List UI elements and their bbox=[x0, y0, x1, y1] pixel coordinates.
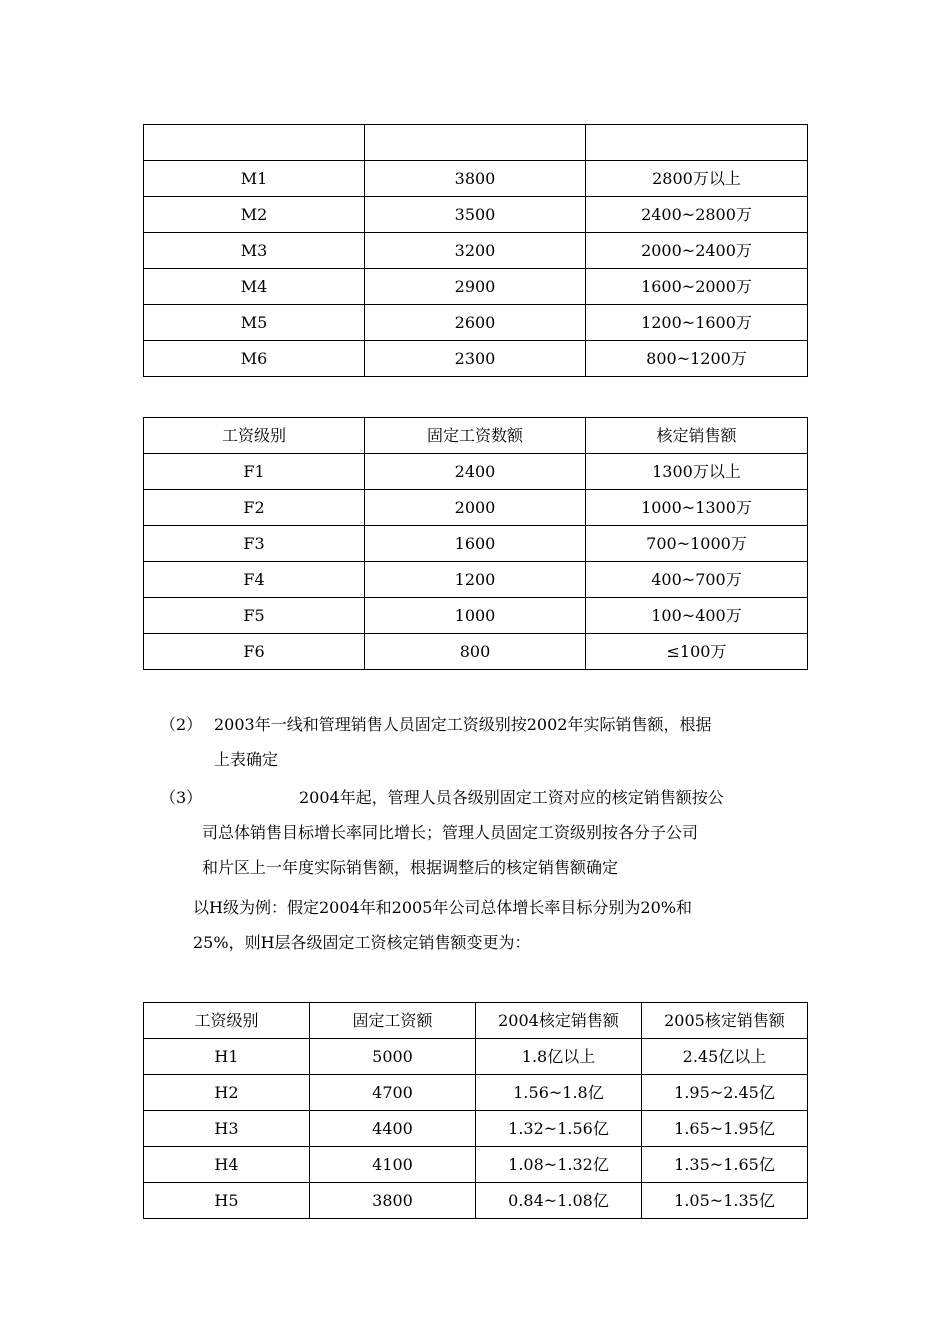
table-cell: 1.56~1.8亿 bbox=[476, 1075, 642, 1111]
table-cell: 1600~2000万 bbox=[586, 269, 808, 305]
table-cell: 1.32~1.56亿 bbox=[476, 1111, 642, 1147]
table-cell: F5 bbox=[144, 598, 365, 634]
paragraph-3-number: （3） bbox=[160, 788, 203, 807]
table-cell: 1200~1600万 bbox=[586, 305, 808, 341]
table-cell: 4100 bbox=[310, 1147, 476, 1183]
table-row bbox=[144, 161, 808, 197]
table-cell: H2 bbox=[144, 1075, 310, 1111]
paragraph-2-line-1: 2003年一线和管理销售人员固定工资级别按2002年实际销售额，根据 bbox=[214, 715, 712, 734]
table-row bbox=[144, 562, 808, 598]
table-cell: 100~400万 bbox=[586, 598, 808, 634]
table-cell: 700~1000万 bbox=[586, 526, 808, 562]
table-row bbox=[144, 634, 808, 670]
table-cell: 2900 bbox=[365, 269, 586, 305]
table-cell: 1200 bbox=[365, 562, 586, 598]
table-row bbox=[144, 197, 808, 233]
table-cell: 1.8亿以上 bbox=[476, 1039, 642, 1075]
table-cell: ≤100万 bbox=[586, 634, 808, 670]
table-cell: 2400~2800万 bbox=[586, 197, 808, 233]
paragraph-3-line-2: 司总体销售目标增长率同比增长；管理人员固定工资级别按各分子公司 bbox=[202, 823, 699, 842]
f-level-salary-table bbox=[143, 417, 808, 670]
table-row bbox=[144, 598, 808, 634]
table-cell: 1.05~1.35亿 bbox=[642, 1183, 808, 1219]
table-row bbox=[144, 526, 808, 562]
table-header-row bbox=[144, 125, 808, 161]
table-cell: 4700 bbox=[310, 1075, 476, 1111]
header-cell: 固定工资额 bbox=[310, 1003, 476, 1039]
example-line-1: 以H级为例：假定2004年和2005年公司总体增长率目标分别为20%和 bbox=[193, 898, 692, 917]
table-row bbox=[144, 1147, 808, 1183]
header-cell: 固定工资数额 bbox=[365, 418, 586, 454]
table-cell: M6 bbox=[144, 341, 365, 377]
paragraph-3-line-1: 2004年起，管理人员各级别固定工资对应的核定销售额按公 bbox=[299, 788, 724, 807]
table-cell: 0.84~1.08亿 bbox=[476, 1183, 642, 1219]
header-cell bbox=[365, 125, 586, 161]
table-cell: M1 bbox=[144, 161, 365, 197]
table-cell: F6 bbox=[144, 634, 365, 670]
table-cell: 1.35~1.65亿 bbox=[642, 1147, 808, 1183]
table-cell: H5 bbox=[144, 1183, 310, 1219]
table-row bbox=[144, 341, 808, 377]
table-header-row bbox=[144, 418, 808, 454]
table-row bbox=[144, 1111, 808, 1147]
table-cell: F3 bbox=[144, 526, 365, 562]
table-cell: H1 bbox=[144, 1039, 310, 1075]
table-row bbox=[144, 233, 808, 269]
table-row bbox=[144, 1039, 808, 1075]
table-row bbox=[144, 305, 808, 341]
table-cell: M2 bbox=[144, 197, 365, 233]
table-cell: 2000 bbox=[365, 490, 586, 526]
table-cell: M3 bbox=[144, 233, 365, 269]
table-cell: 2300 bbox=[365, 341, 586, 377]
table-cell: 1.65~1.95亿 bbox=[642, 1111, 808, 1147]
table-row bbox=[144, 454, 808, 490]
table-cell: 2.45亿以上 bbox=[642, 1039, 808, 1075]
table-cell: 1.95~2.45亿 bbox=[642, 1075, 808, 1111]
header-cell: 工资级别 bbox=[144, 418, 365, 454]
table-row bbox=[144, 1075, 808, 1111]
table-cell: F2 bbox=[144, 490, 365, 526]
table-cell: 1.08~1.32亿 bbox=[476, 1147, 642, 1183]
table-row bbox=[144, 490, 808, 526]
header-cell: 工资级别 bbox=[144, 1003, 310, 1039]
paragraph-2-line-2: 上表确定 bbox=[214, 750, 279, 769]
header-cell bbox=[586, 125, 808, 161]
table-cell: 5000 bbox=[310, 1039, 476, 1075]
example-line-2: 25%，则H层各级固定工资核定销售额变更为： bbox=[193, 933, 531, 952]
table-cell: H4 bbox=[144, 1147, 310, 1183]
table-cell: 800 bbox=[365, 634, 586, 670]
table-cell: F4 bbox=[144, 562, 365, 598]
table-cell: 3800 bbox=[310, 1183, 476, 1219]
m-level-salary-table bbox=[143, 124, 808, 377]
table-header-row bbox=[144, 1003, 808, 1039]
header-cell bbox=[144, 125, 365, 161]
table-cell: H3 bbox=[144, 1111, 310, 1147]
paragraph-2-number: （2） bbox=[160, 715, 203, 734]
paragraph-3-line-3: 和片区上一年度实际销售额，根据调整后的核定销售额确定 bbox=[202, 858, 619, 877]
table-cell: 2600 bbox=[365, 305, 586, 341]
table-cell: F1 bbox=[144, 454, 365, 490]
table-cell: 3800 bbox=[365, 161, 586, 197]
table-cell: 1600 bbox=[365, 526, 586, 562]
table-cell: 1000 bbox=[365, 598, 586, 634]
header-cell: 2005核定销售额 bbox=[642, 1003, 808, 1039]
table-cell: 2000~2400万 bbox=[586, 233, 808, 269]
table-cell: 800~1200万 bbox=[586, 341, 808, 377]
header-cell: 核定销售额 bbox=[586, 418, 808, 454]
header-cell: 2004核定销售额 bbox=[476, 1003, 642, 1039]
table-cell: 4400 bbox=[310, 1111, 476, 1147]
table-cell: M5 bbox=[144, 305, 365, 341]
table-cell: 1000~1300万 bbox=[586, 490, 808, 526]
table-cell: 3200 bbox=[365, 233, 586, 269]
table-row bbox=[144, 1183, 808, 1219]
table-cell: 3500 bbox=[365, 197, 586, 233]
h-level-salary-table bbox=[143, 1002, 808, 1219]
table-row bbox=[144, 269, 808, 305]
table-cell: 2800万以上 bbox=[586, 161, 808, 197]
table-cell: 400~700万 bbox=[586, 562, 808, 598]
table-cell: 2400 bbox=[365, 454, 586, 490]
table-cell: M4 bbox=[144, 269, 365, 305]
table-cell: 1300万以上 bbox=[586, 454, 808, 490]
